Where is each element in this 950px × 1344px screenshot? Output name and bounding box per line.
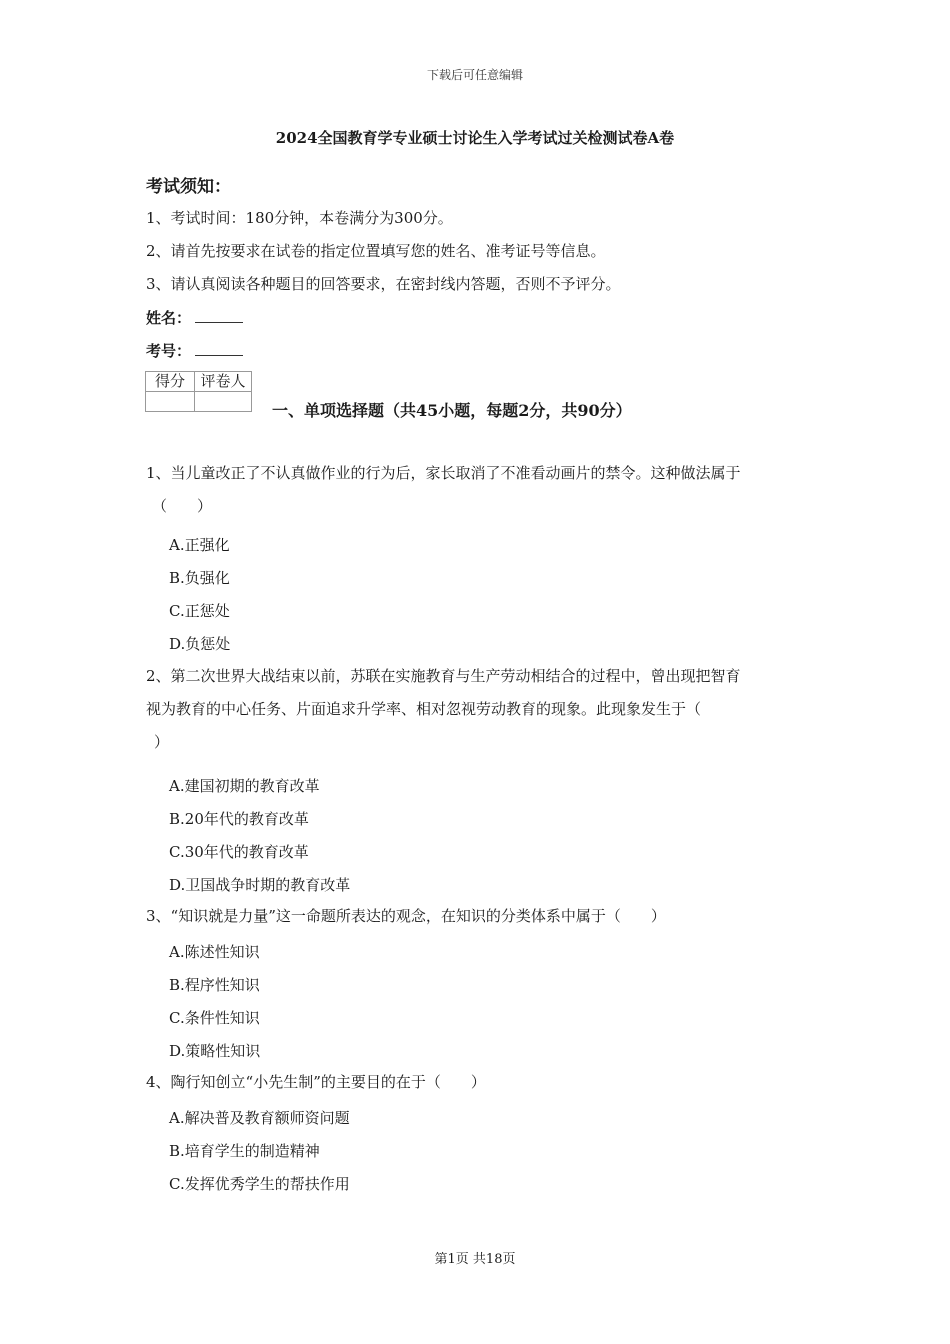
question-text: ）	[154, 733, 170, 751]
option: A.陈述性知识	[169, 943, 260, 961]
name-label: 姓名：	[146, 309, 192, 327]
option: A.解决普及教育额师资问题	[169, 1109, 350, 1127]
question-1	[146, 457, 808, 523]
option: B.培育学生的制造精神	[169, 1142, 320, 1160]
section-title: 一、单项选择题（共45小题，每题2分，共90分）	[272, 401, 632, 420]
option: A.建国初期的教育改革	[169, 777, 320, 795]
document-title: 2024全国教育学专业硕士讨论生入学考试过关检测试卷A卷	[275, 129, 675, 147]
option: B.20年代的教育改革	[169, 810, 309, 828]
question-3	[146, 900, 808, 933]
question-text: 3、“知识就是力量”这一命题所表达的观念，在知识的分类体系中属于（ ）	[146, 907, 666, 925]
option: D.策略性知识	[169, 1042, 261, 1060]
option: D.卫国战争时期的教育改革	[169, 876, 351, 894]
question-4	[146, 1066, 808, 1099]
exam-number-blank[interactable]	[195, 341, 243, 356]
option: D.负惩处	[169, 635, 231, 653]
grader-cell	[195, 392, 252, 412]
question-text: 1、当儿童改正了不认真做作业的行为后，家长取消了不准看动画片的禁令。这种做法属于	[146, 464, 741, 482]
option: B.负强化	[169, 569, 230, 587]
notice-item: 1、考试时间：180分钟，本卷满分为300分。	[146, 209, 453, 227]
question-text: 视为教育的中心任务、片面追求升学率、相对忽视劳动教育的现象。此现象发生于（	[146, 700, 702, 718]
option: C.正惩处	[169, 602, 230, 620]
option: B.程序性知识	[169, 976, 260, 994]
question-text: （ ）	[152, 497, 213, 515]
score-header: 得分	[146, 372, 195, 392]
name-field	[146, 307, 826, 328]
option: C.条件性知识	[169, 1009, 260, 1027]
option: C.发挥优秀学生的帮扶作用	[169, 1175, 350, 1193]
question-text: 4、陶行知创立“小先生制”的主要目的在于（ ）	[146, 1073, 486, 1091]
exam-number-field	[146, 340, 826, 361]
score-cell	[146, 392, 195, 412]
exam-number-label: 考号：	[146, 342, 192, 360]
score-table	[145, 371, 252, 412]
grader-header: 评卷人	[195, 372, 252, 392]
option: C.30年代的教育改革	[169, 843, 309, 861]
question-2	[146, 660, 808, 759]
name-blank[interactable]	[195, 308, 243, 323]
notice-item: 2、请首先按要求在试卷的指定位置填写您的姓名、准考证号等信息。	[146, 242, 606, 260]
header-note: 下载后可任意编辑	[426, 68, 523, 82]
option: A.正强化	[169, 536, 230, 554]
question-text: 2、第二次世界大战结束以前，苏联在实施教育与生产劳动相结合的过程中，曾出现把智育	[146, 667, 741, 685]
notice-item: 3、请认真阅读各种题目的回答要求，在密封线内答题，否则不予评分。	[146, 275, 621, 293]
page-footer: 第1页 共18页	[434, 1252, 516, 1267]
notice-heading: 考试须知：	[146, 177, 231, 197]
